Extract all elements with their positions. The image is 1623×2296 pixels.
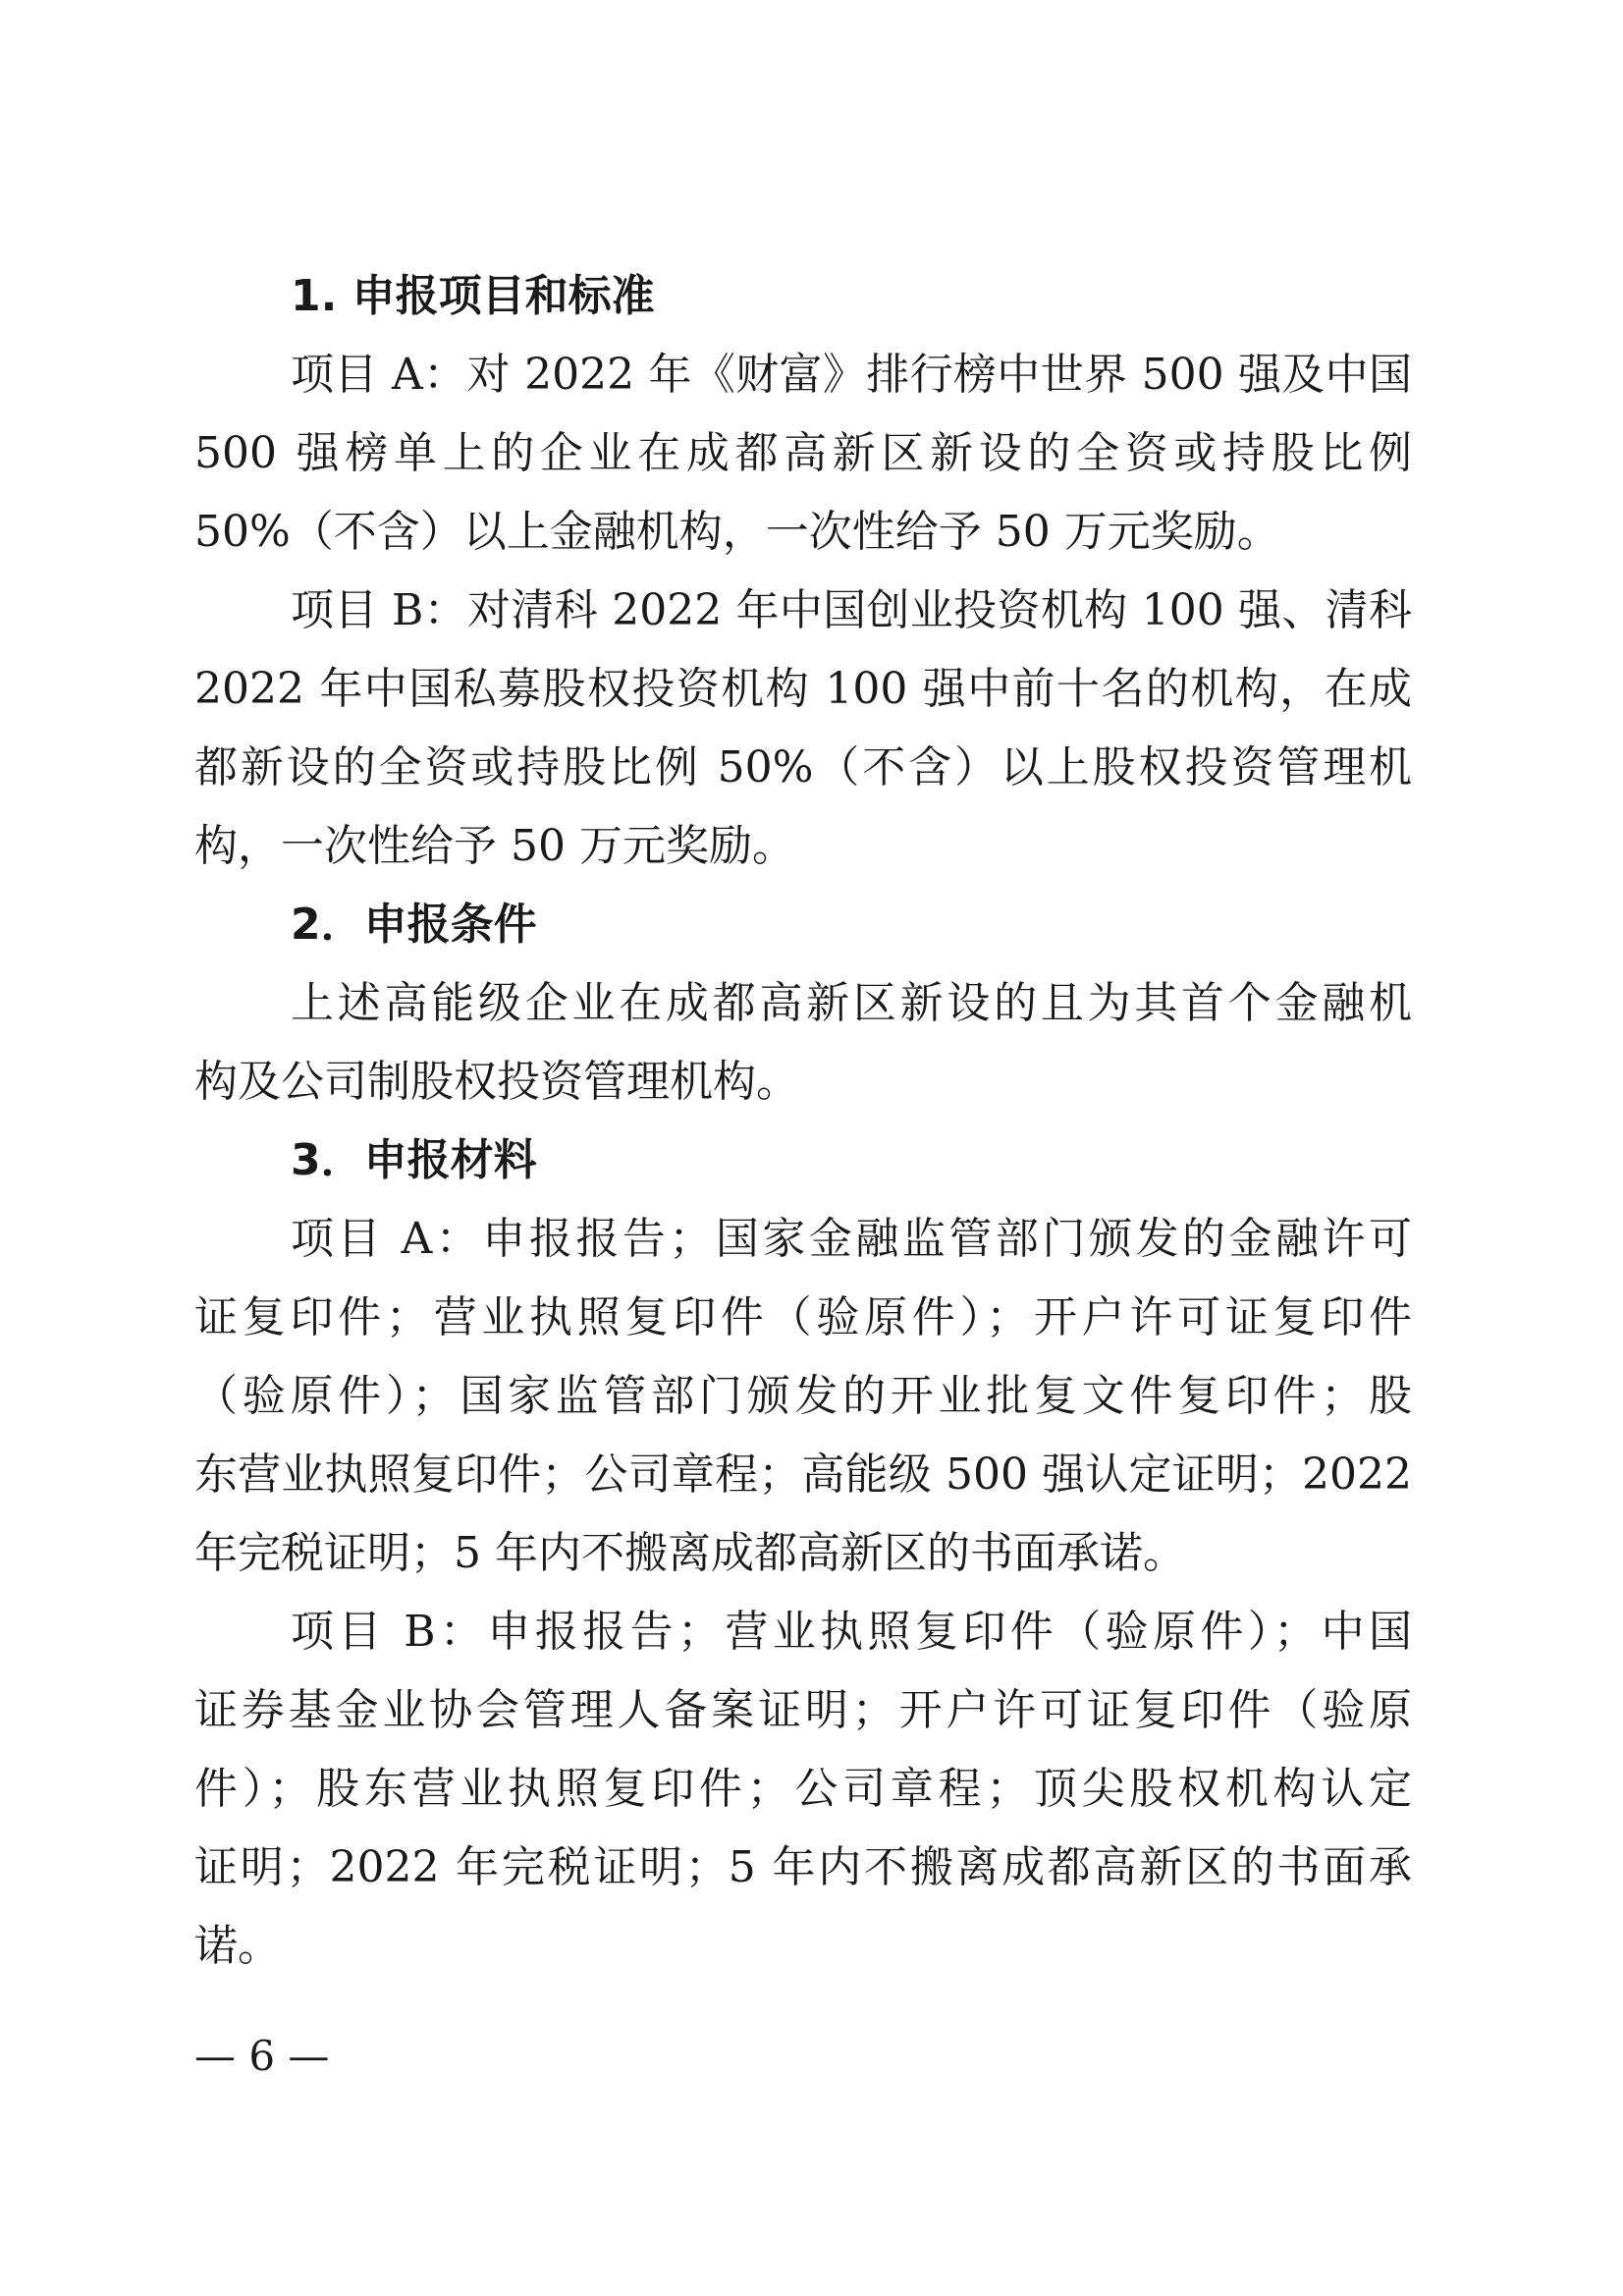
paragraph-line: 构及公司制股权投资管理机构。 bbox=[194, 1057, 799, 1107]
paragraph-line: 年完税证明；5 年内不搬离成都高新区的书面承诺。 bbox=[194, 1528, 1186, 1578]
paragraph-line: 件）；股东营业执照复印件；公司章程；顶尖股权机构认定 bbox=[194, 1764, 1412, 1814]
paragraph-line: 上述高能级企业在成都高新区新设的且为其首个金融机 bbox=[291, 978, 1412, 1028]
paragraph-line: 500 强榜单上的企业在成都高新区新设的全资或持股比例 bbox=[194, 428, 1412, 478]
document-body bbox=[194, 257, 1412, 1986]
paragraph-line: （验原件）；国家监管部门颁发的开业批复文件复印件；股 bbox=[194, 1371, 1412, 1421]
paragraph-line: 证券基金业协会管理人备案证明；开户许可证复印件（验原 bbox=[194, 1685, 1412, 1735]
paragraph-line: 诺。 bbox=[194, 1921, 281, 1971]
paragraph-line: 2022 年中国私募股权投资机构 100 强中前十名的机构，在成 bbox=[194, 664, 1412, 714]
paragraph-line: 都新设的全资或持股比例 50%（不含）以上股权投资管理机 bbox=[194, 742, 1412, 793]
paragraph-line: 项目 A：申报报告；国家金融监管部门颁发的金融许可 bbox=[291, 1214, 1412, 1264]
section-heading-2: 2．申报条件 bbox=[291, 900, 537, 950]
section-heading-3: 3．申报材料 bbox=[291, 1135, 537, 1185]
paragraph-line: 项目 B：申报报告；营业执照复印件（验原件）；中国 bbox=[291, 1607, 1412, 1657]
paragraph-line: 项目 B：对清科 2022 年中国创业投资机构 100 强、清科 bbox=[291, 585, 1412, 635]
paragraph-line: 证复印件；营业执照复印件（验原件）；开户许可证复印件 bbox=[194, 1292, 1412, 1342]
paragraph-line: 东营业执照复印件；公司章程；高能级 500 强认定证明；2022 bbox=[194, 1449, 1412, 1500]
paragraph-line: 项目 A：对 2022 年《财富》排行榜中世界 500 强及中国 bbox=[291, 350, 1412, 400]
page-number: — 6 — bbox=[194, 2032, 330, 2080]
section-heading-1: 1. 申报项目和标准 bbox=[291, 271, 655, 321]
paragraph-line: 构，一次性给予 50 万元奖励。 bbox=[194, 821, 795, 871]
paragraph-line: 证明；2022 年完税证明；5 年内不搬离成都高新区的书面承 bbox=[194, 1842, 1412, 1892]
paragraph-line: 50%（不含）以上金融机构，一次性给予 50 万元奖励。 bbox=[194, 507, 1280, 557]
